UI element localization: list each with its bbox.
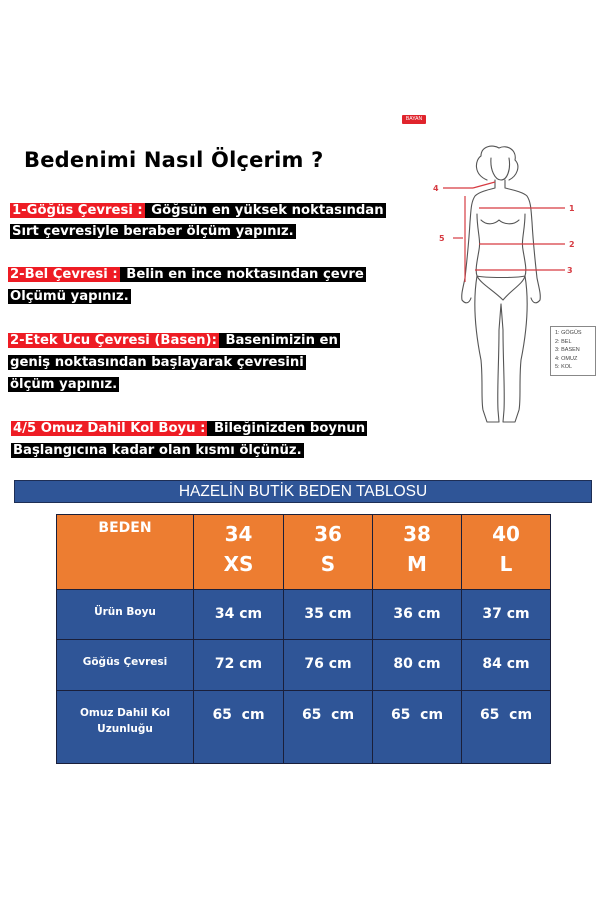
header-size-34: 34 XS <box>194 515 284 590</box>
instruction-3-line-1: 2-Etek Ucu Çevresi (Basen): Basenimizin en <box>10 333 338 348</box>
instruction-4-label: 4/5 Omuz Dahil Kol Boyu : <box>13 421 206 436</box>
page-heading: Bedenimi Nasıl Ölçerim ? <box>24 148 324 172</box>
header-size-36: 36 S <box>284 515 373 590</box>
body-measurement-figure <box>395 110 600 470</box>
marker-3: 3 <box>567 266 573 275</box>
table-row-urun-boyu: Ürün Boyu 34 cm 35 cm 36 cm 37 cm <box>57 590 551 640</box>
bayan-badge: BAYAN <box>402 115 426 124</box>
size-header-row <box>57 515 551 590</box>
marker-1: 1 <box>569 204 575 213</box>
instruction-3-label: 2-Etek Ucu Çevresi (Basen): <box>10 333 217 348</box>
measurement-legend: 1: GÖGÜS 2: BEL 3: BASEN 4: OMUZ 5: KOL <box>550 326 596 376</box>
marker-5: 5 <box>439 234 445 243</box>
instruction-3-line-3: ölçüm yapınız. <box>10 377 118 392</box>
size-table <box>56 514 551 764</box>
woman-silhouette-icon <box>395 110 600 470</box>
header-size-40: 40 L <box>462 515 551 590</box>
instruction-1-label: 1-Göğüs Çevresi : <box>12 203 143 218</box>
instruction-1-line-1: 1-Göğüs Çevresi : Göğsün en yüksek noktasından <box>12 203 384 218</box>
instruction-2-line-2: Ölçümü yapınız. <box>10 289 129 304</box>
size-table-title: HAZELİN BUTİK BEDEN TABLOSU <box>14 480 592 503</box>
instruction-4-line-2: Başlangıcına kadar olan kısmı ölçünüz. <box>13 443 302 458</box>
marker-4: 4 <box>433 184 439 193</box>
instruction-3-line-2: geniş noktasından başlayarak çevresini <box>10 355 304 370</box>
marker-2: 2 <box>569 240 575 249</box>
header-size-38: 38 M <box>373 515 462 590</box>
table-row-omuz-dahil-kol: Omuz Dahil Kol Uzunluğu 65 cm 65 cm 65 cm 65 cm <box>57 691 551 764</box>
table-row-gogus-cevresi: Göğüs Çevresi 72 cm 76 cm 80 cm 84 cm <box>57 640 551 691</box>
header-beden: BEDEN <box>57 515 194 590</box>
instruction-2-line-1: 2-Bel Çevresi : Belin en ince noktasından çevre <box>10 267 364 282</box>
instruction-4-line-1: 4/5 Omuz Dahil Kol Boyu : Bileğinizden boynun <box>13 421 366 436</box>
instruction-1-line-2: Sırt çevresiyle beraber ölçüm yapınız. <box>12 224 294 239</box>
instruction-2-label: 2-Bel Çevresi : <box>10 267 118 282</box>
